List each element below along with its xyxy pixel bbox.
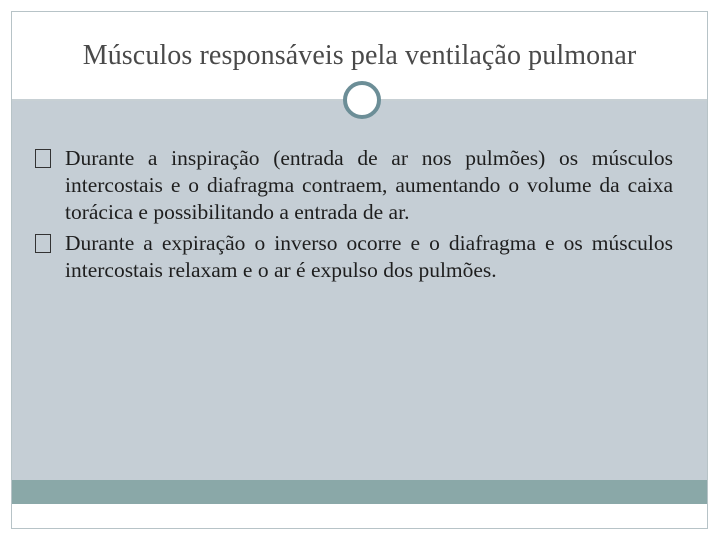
footer-bar — [12, 480, 707, 504]
bullet-list — [33, 145, 673, 288]
slide — [11, 11, 708, 529]
box-bullet-icon — [35, 149, 51, 168]
bullet-text: Durante a inspiração (entrada de ar nos pulmões) os músculos intercostais e o diafragma contraem, aumentando o volume da caixa torácica e possibilitando a entrada de ar. — [65, 146, 673, 224]
slide-title: Músculos responsáveis pela ventilação pulmonar — [82, 40, 637, 71]
box-bullet-icon — [35, 234, 51, 253]
bullet-item — [33, 230, 673, 284]
bullet-item — [33, 145, 673, 226]
ring-icon — [343, 81, 381, 119]
content-area — [12, 101, 707, 504]
bullet-text: Durante a expiração o inverso ocorre e o diafragma e os músculos intercostais relaxam e o ar é expulso dos pulmões. — [65, 231, 673, 282]
